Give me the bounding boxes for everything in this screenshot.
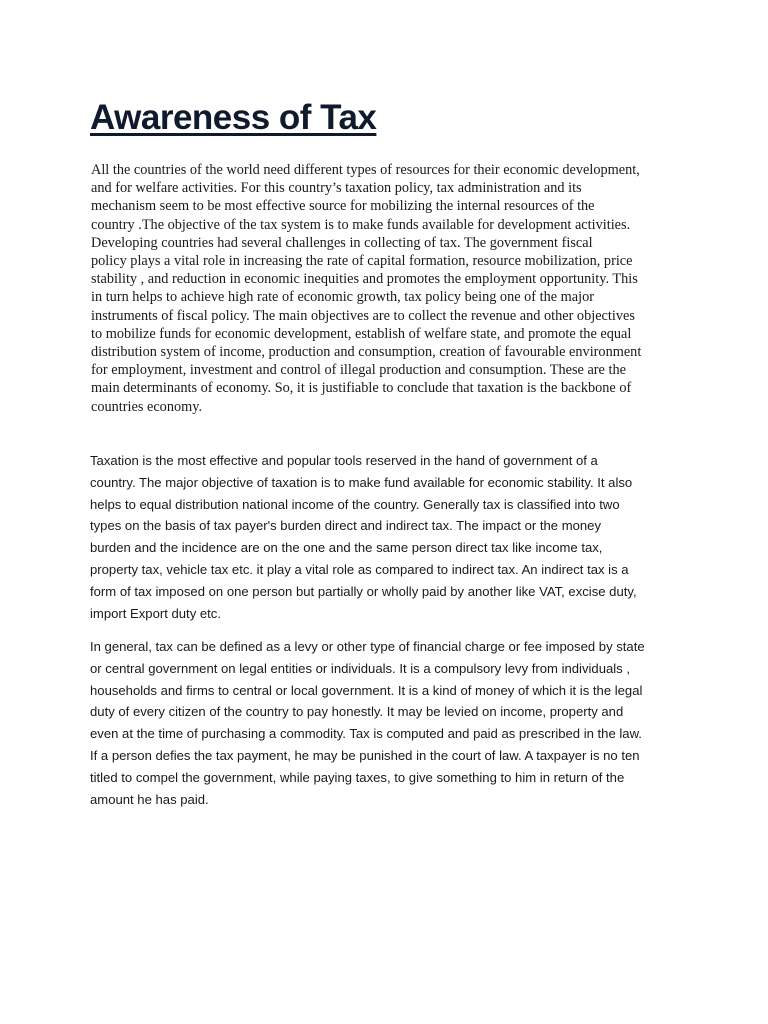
page-title: Awareness of Tax: [90, 98, 377, 137]
intro-paragraph: All the countries of the world need different types of resources for their economic development, and for welfare activities. For this country’s taxation policy, tax administration and its mechanism seem to be most effective source for mobilizing the internal resources of the country .The objective of the tax system is to make funds available for development activities. Developing countries had several challenges in collecting of tax. The government fiscal policy plays a vital role in increasing the rate of capital formation, resource mobilization, price stability , and reduction in economic inequities and promotes the employment opportunity. This in turn helps to achieve high rate of economic growth, tax policy being one of the major instruments of fiscal policy. The main objectives are to collect the revenue and other objectives to mobilize funds for economic development, establish of welfare state, and promote the equal distribution system of income, production and consumption, creation of favourable environment for employment, investment and control of illegal production and consumption. These are the main determinants of economy. So, it is justifiable to conclude that taxation is the backbone of countries economy.: [91, 162, 642, 415]
tax-definition-paragraph: In general, tax can be defined as a levy or other type of financial charge or fee imposed by state or central government on legal entities or individuals. It is a compulsory levy from individuals , households and firms to central or local government. It is a kind of money of which it is the legal duty of every citizen of the country to pay honestly. It may be levied on income, property and even at the time of purchasing a commodity. Tax is computed and paid as prescribed in the law. If a person defies the tax payment, he may be punished in the court of law. A taxpayer is no ten titled to compel the government, while paying taxes, to give something to him in return of the amount he has paid.: [90, 639, 645, 807]
taxation-paragraph: Taxation is the most effective and popular tools reserved in the hand of government of a country. The major objective of taxation is to make fund available for economic stability. It also helps to equal distribution national income of the country. Generally tax is classified into two types on the basis of tax payer's burden direct and indirect tax. The impact or the money burden and the incidence are on the one and the same person direct tax like income tax, property tax, vehicle tax etc. it play a vital role as compared to indirect tax. An indirect tax is a form of tax imposed on one person but partially or wholly paid by another like VAT, excise duty, import Export duty etc.: [90, 453, 637, 621]
